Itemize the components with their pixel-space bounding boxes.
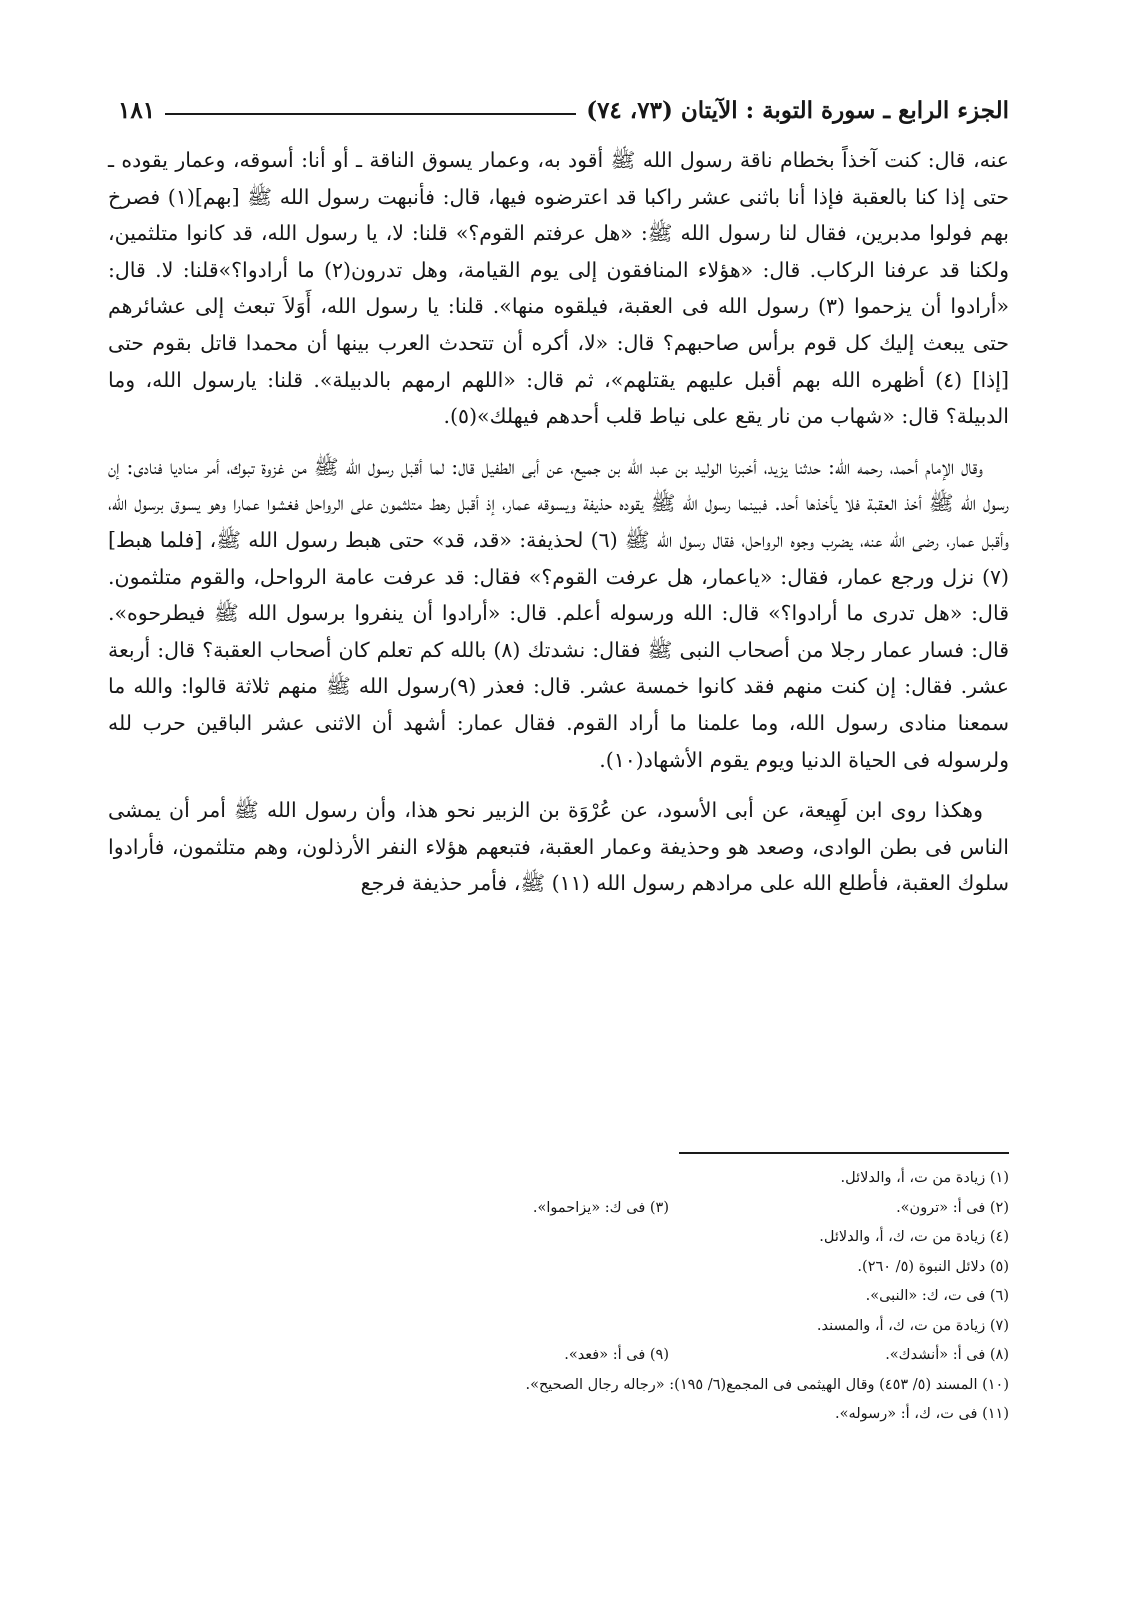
footnote: (٥) دلائل النبوة (٥/ ٢٦٠). — [857, 1258, 1009, 1275]
paragraph: وقال الإمام أحمد، رحمه الله: حدثنا يزيد، أخبرنا الوليد بن عبد الله بن جميع، عن أبى الطفيل قال: لما أقبل رسول الله ﷺ من غزوة تبوك، أمر مناديا فنادى: إن رسول الله ﷺ أخذ العقبة فلا يأخذها أحد. فبينما رسول الله ﷺ يقوده حذيفة ويسوقه عمار، إذ أقبل رهط متلثمون على الرواحل فغشوا عمارا وهو يسوق برسول الله، وأقبل عمار، رضى الله عنه، يضرب وجوه الرواحل، فقال رسول الله ﷺ (٦) لحذيفة: «قد، قد» حتى هبط رسول الله ﷺ، [فلما هبط] (٧) نزل ورجع عمار، فقال: «ياعمار، هل عرفت القوم؟» فقال: قد عرفت عامة الرواحل، والقوم متلثمون. قال: «هل تدرى ما أرادوا؟» قال: الله ورسوله أعلم. قال: «أرادوا أن ينفروا برسول الله ﷺ فيطرحوه». قال: فسار عمار رجلا من أصحاب النبى ﷺ فقال: نشدتك (٨) بالله كم تعلم كان أصحاب العقبة؟ قال: أربعة عشر. فقال: إن كنت منهم فقد كانوا خمسة عشر. قال: فعذر (٩)رسول الله ﷺ منهم ثلاثة قالوا: والله ما سمعنا منادى رسول الله، وما علمنا ما أراد القوم. فقال عمار: أشهد أن الاثنى عشر الباقين حرب لله ولرسوله فى الحياة الدنيا ويوم يقوم الأشهاد(١٠). — [108, 454, 1010, 772]
footnote-line — [120, 1282, 1009, 1312]
running-header-title: الجزء الرابع ـ سورة التوبة : الآيتان (٧٣، ٧٤) — [586, 97, 1009, 124]
footnote: (٨) فى أ: «أنشدك». — [885, 1347, 1009, 1363]
footnote: (٤) زيادة من ت، ك، أ، والدلائل. — [819, 1229, 1009, 1245]
footnote-line — [120, 1194, 1009, 1224]
footnote-line — [120, 1341, 1009, 1371]
footnotes — [120, 1164, 1009, 1430]
paragraph: عنه، قال: كنت آخذاً بخطام ناقة رسول الله ﷺ أقود به، وعمار يسوق الناقة ـ أو أنا: أسوقه، وعمار يقوده ـ حتى إذا كنا بالعقبة فإذا أنا باثنى عشر راكبا قد اعترضوه فيها، قال: فأنبهت رسول الله ﷺ [بهم](١) فصرخ بهم فولوا مدبرين، فقال لنا رسول الله ﷺ: «هل عرفتم القوم؟» قلنا: لا، يا رسول الله، قد كانوا متلثمين، ولكنا قد عرفنا الركاب. قال: «هؤلاء المنافقون إلى يوم القيامة، وهل تدرون(٢) ما أرادوا؟»قلنا: لا. قال: «أرادوا أن يزحموا (٣) رسول الله فى العقبة، فيلقوه منها». قلنا: يا رسول الله، أَوَلاَ تبعث إلى عشائرهم حتى يبعث إليك كل قوم برأس صاحبهم؟ قال: «لا، أكره أن تتحدث العرب بينها أن محمدا قاتل بقوم حتى [إذا] (٤) أظهره الله بهم أقبل عليهم يقتلهم»، ثم قال: «اللهم ارمهم بالدبيلة». قلنا: يارسول الله، وما الدبيلة؟ قال: «شهاب من نار يقع على نياط قلب أحدهم فيهلك»(٥). — [108, 148, 1010, 429]
footnote-line — [120, 1223, 1009, 1253]
footnote-line — [120, 1164, 1009, 1194]
footnote-line — [120, 1253, 1009, 1283]
footnote-separator — [679, 1152, 1009, 1154]
page-number: ١٨١ — [118, 97, 156, 124]
paragraph: وهكذا روى ابن لَهِيعة، عن أبى الأسود، عن عُرْوَة بن الزبير نحو هذا، وأن رسول الله ﷺ أمر أن يمشى الناس فى بطن الوادى، وصعد هو وحذيفة وعمار العقبة، فتبعهم هؤلاء النفر الأرذلون، وهم متلثمون، فأرادوا سلوك العقبة، فأطلع الله على مرادهم رسول الله (١١) ﷺ، فأمر حذيفة فرجع — [108, 798, 1009, 896]
header-rule — [165, 113, 576, 115]
footnote: (١٠) المسند (٥/ ٤٥٣) وقال الهيثمى فى المجمع(٦/ ١٩٥): «رجاله رجال الصحيح». — [525, 1376, 1009, 1393]
footnote: (٦) فى ت، ك: «النبى». — [865, 1288, 1009, 1304]
running-header — [118, 88, 1009, 124]
footnote: (٣) فى ك: «يزاحموا». — [532, 1199, 669, 1216]
footnote-line — [120, 1400, 1009, 1430]
footnote: (٧) زيادة من ت، ك، أ، والمسند. — [816, 1317, 1009, 1334]
footnote-line — [120, 1312, 1009, 1342]
footnote: (١) زيادة من ت، أ، والدلائل. — [840, 1170, 1009, 1186]
footnote: (٩) فى أ: «فعد». — [564, 1347, 669, 1363]
footnote: (٢) فى أ: «ترون». — [896, 1199, 1009, 1216]
footnote: (١١) فى ت، ك، أ: «رسوله». — [834, 1406, 1009, 1422]
footnote-line — [120, 1371, 1009, 1401]
main-text — [108, 142, 1009, 902]
